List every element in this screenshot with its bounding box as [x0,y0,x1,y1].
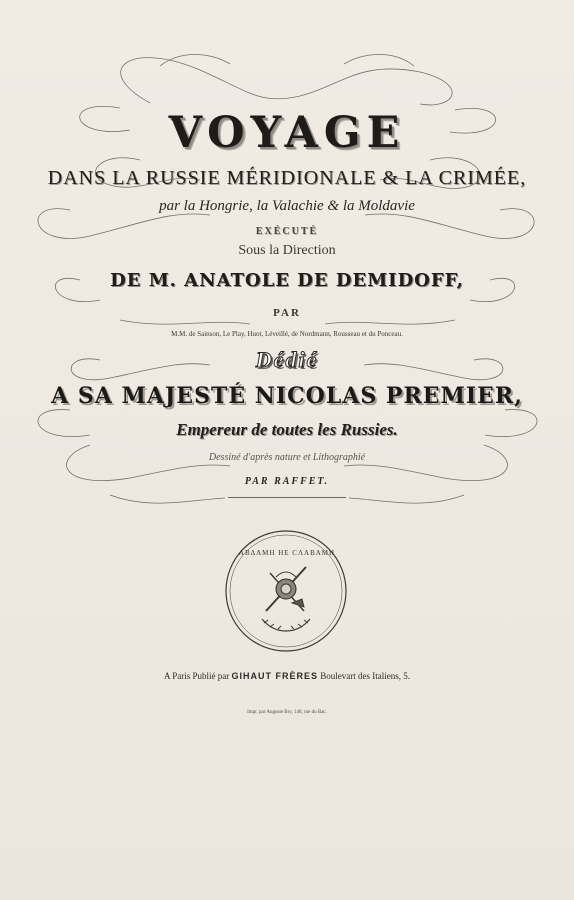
par-label: PAR [273,307,301,319]
artist-credit: PAR RAFFET. [244,476,330,487]
authors-list: M.M. de Sainson, Le Play, Huot, Léveillé, de Nordmann, Rousseau et du Ponceau. [171,330,403,338]
imprint-post: Boulevart des Italiens, 5. [320,671,410,681]
executed-label: EXÉCUTÉ [255,226,319,237]
publisher-name: GIHAUT FRÈRES [231,671,319,681]
book-subtitle: DANS LA RUSSIE MÉRIDIONALE & LA CRIMÉE, [47,167,527,189]
route-line: par la Hongrie, la Valachie & la Moldavie [159,198,415,214]
imprint-pre: A Paris Publié par [164,671,230,681]
publisher-imprint [0,671,574,681]
drawn-credit: Dessiné d'après nature et Lithographié [208,452,366,463]
divider-rule [228,497,346,498]
dedicated-label: Dédié [255,347,319,372]
seal-motto: ΑΒΔΑΜΗ ΗΕ CΛΑΒΑΜΗ [238,549,336,557]
printer-credit: Impr. par Auguste Bry, 148, rue du Bac. [247,710,327,715]
book-title: VOYAGE [168,108,406,158]
direction-label: Sous la Direction [238,243,336,258]
patron-name: DE M. ANATOLE DE DEMIDOFF, [110,270,464,291]
demidoff-crest-seal [222,527,350,655]
dedicatee-line: A SA MAJESTÉ NICOLAS PREMIER, [51,383,523,409]
emperor-line: Empereur de toutes les Russies. [176,420,398,439]
